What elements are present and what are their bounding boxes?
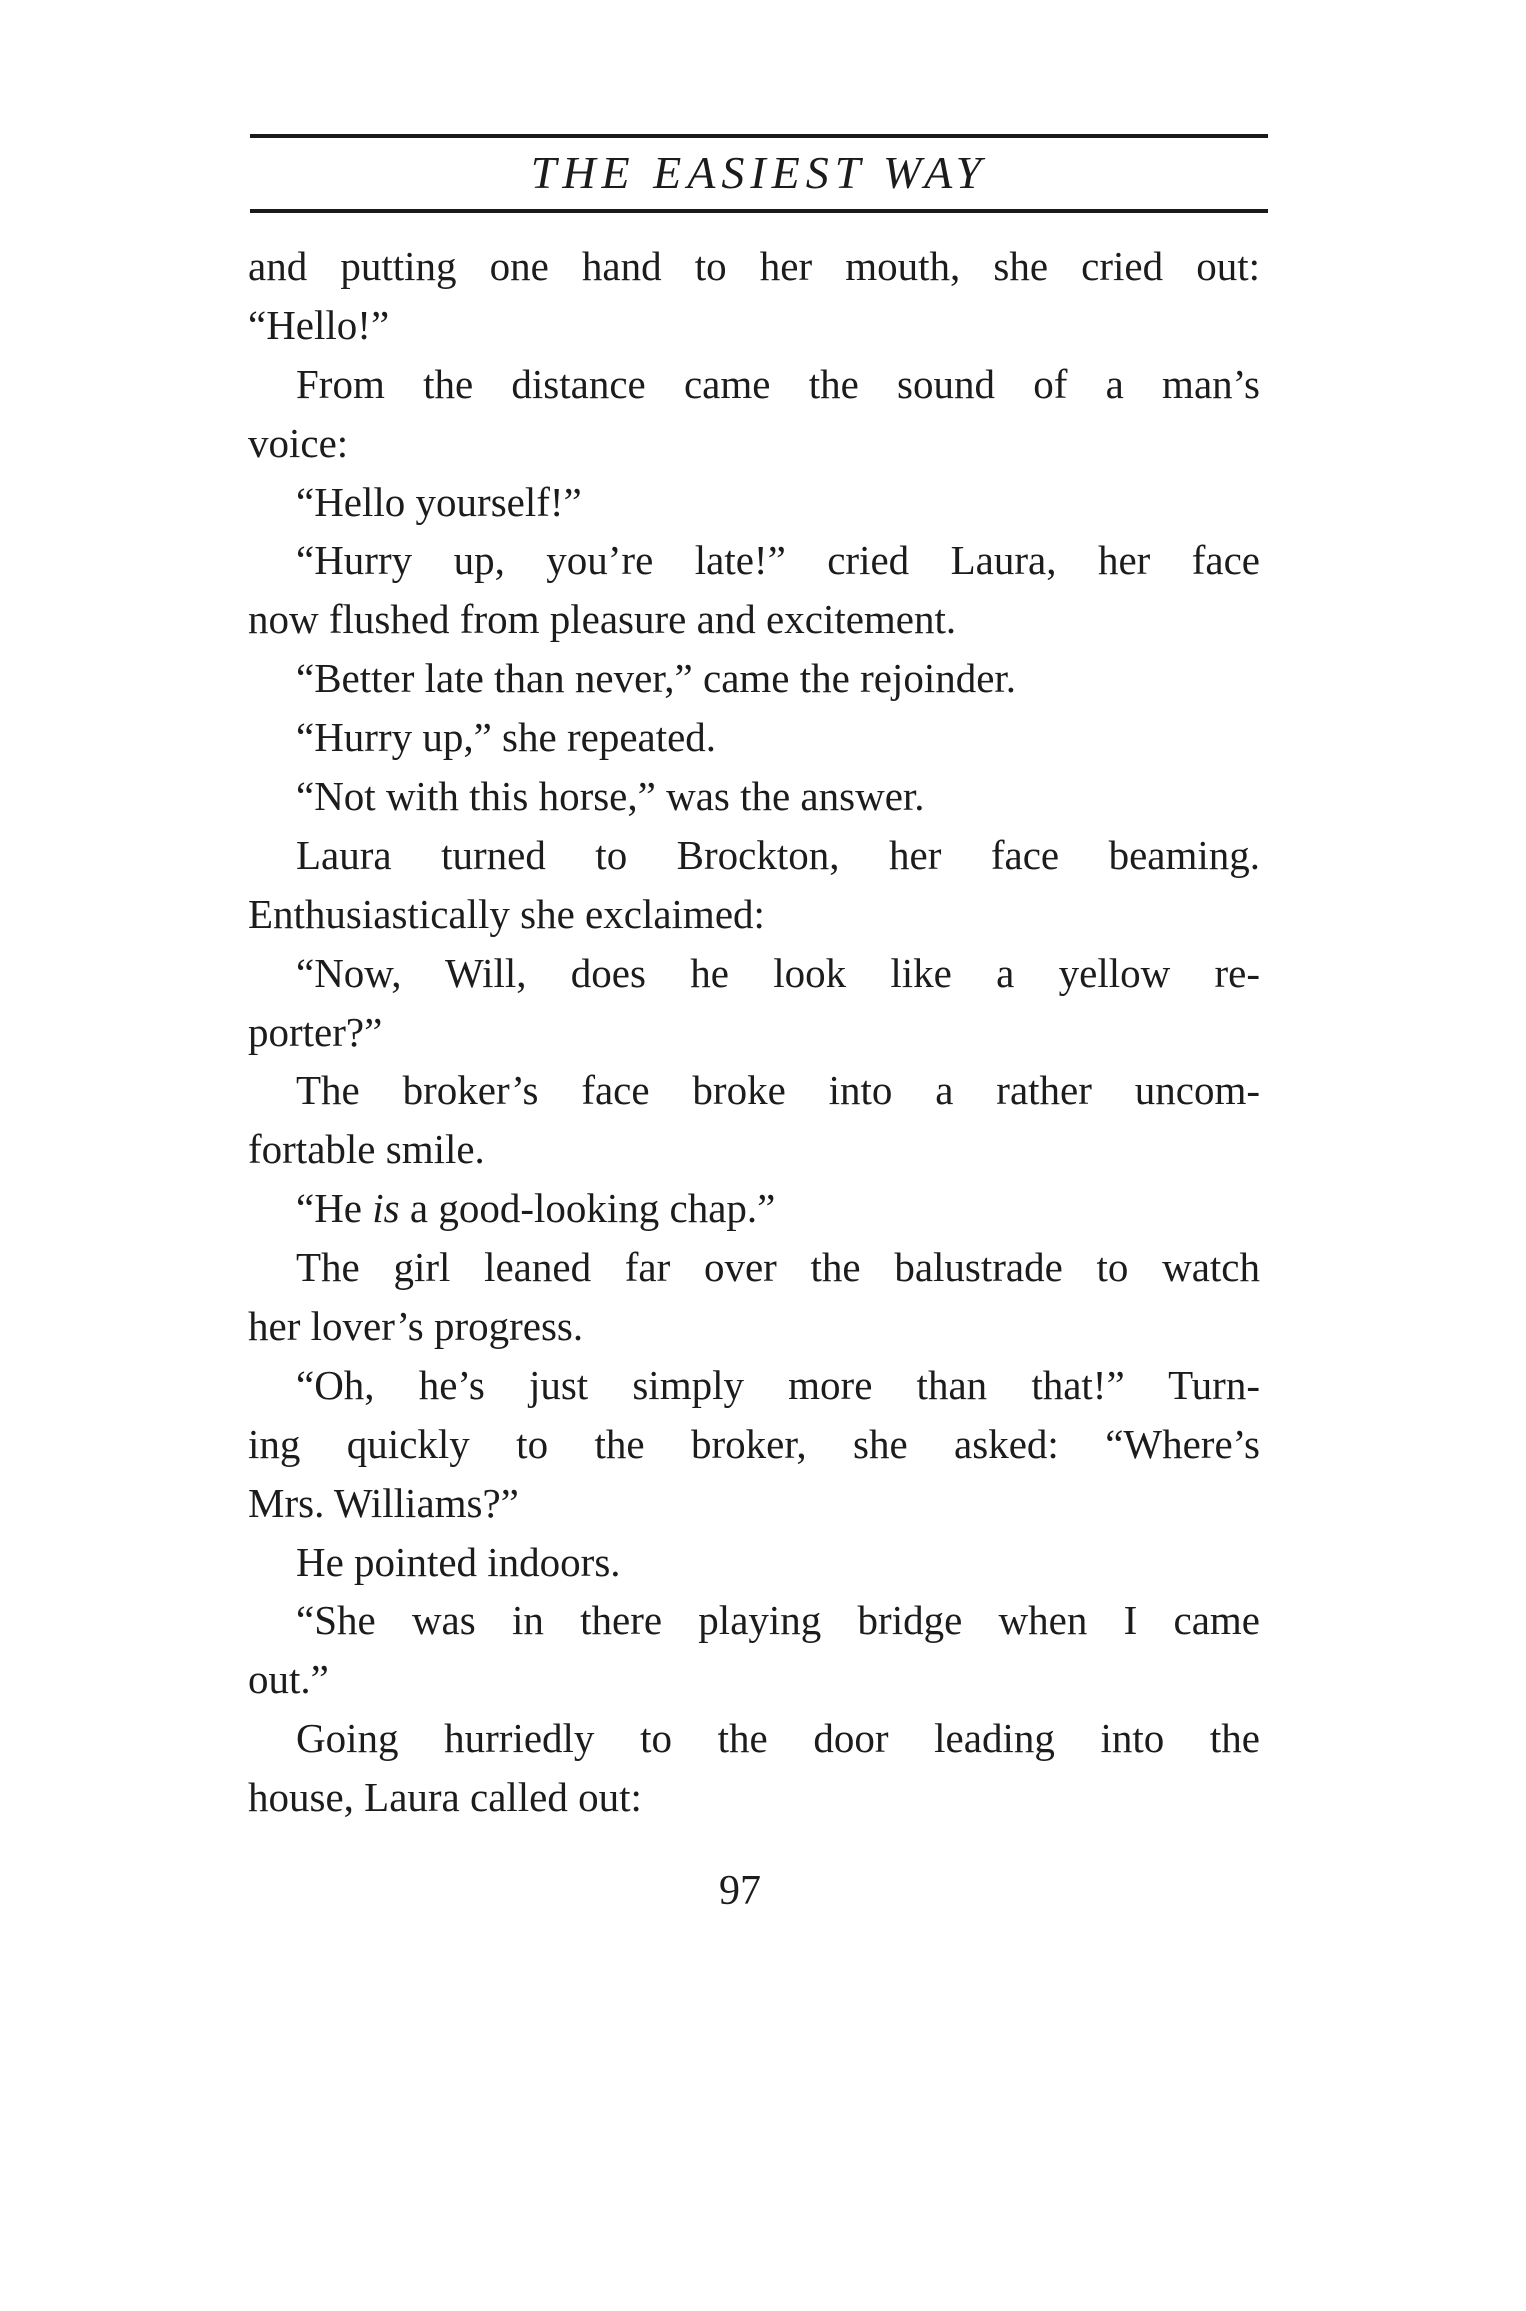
- text-line: “Hurry up,” she repeated.: [296, 714, 717, 761]
- text-line: porter?”: [248, 1008, 383, 1055]
- text-line: voice:: [248, 419, 349, 466]
- text-line: out.”: [248, 1656, 329, 1703]
- text-run: “He: [296, 1185, 373, 1232]
- text-line: now flushed from pleasure and excitement.: [248, 596, 957, 643]
- italic-emphasis: is: [372, 1185, 400, 1232]
- text-line: Enthusiastically she exclaimed:: [248, 890, 765, 937]
- text-line: “Hurry up, you’re late!” cried Laura, her face: [296, 537, 1260, 584]
- text-line: ing quickly to the broker, she asked: “Where’s: [248, 1420, 1260, 1467]
- text-run: a good-looking chap.”: [399, 1185, 776, 1232]
- running-head: THE EASIEST WAY: [530, 147, 988, 198]
- text-line: “Oh, he’s just simply more than that!” Turn-: [296, 1361, 1260, 1408]
- text-line: “Now, Will, does he look like a yellow re-: [296, 949, 1260, 996]
- header-rule-bottom: [250, 209, 1268, 213]
- text-line: house, Laura called out:: [248, 1774, 642, 1821]
- text-line: Laura turned to Brockton, her face beaming.: [296, 831, 1260, 878]
- text-line: “Better late than never,” came the rejoinder.: [296, 655, 1017, 702]
- text-line: “She was in there playing bridge when I came: [296, 1597, 1260, 1644]
- text-line: “Hello yourself!”: [296, 478, 582, 525]
- text-line: He pointed indoors.: [296, 1538, 621, 1585]
- text-line: and putting one hand to her mouth, she cried out:: [248, 243, 1260, 289]
- text-line: “Hello!”: [248, 301, 390, 348]
- text-line: The broker’s face broke into a rather uncom-: [296, 1067, 1260, 1114]
- body-text: [248, 237, 1260, 1827]
- text-line: fortable smile.: [248, 1126, 485, 1173]
- text-line: From the distance came the sound of a man’s: [296, 360, 1260, 407]
- text-line: The girl leaned far over the balustrade to watch: [296, 1244, 1260, 1291]
- page-number: 97: [719, 1868, 761, 1914]
- text-line: “Not with this horse,” was the answer.: [296, 773, 925, 820]
- text-line: [248, 1179, 1260, 1238]
- text-line: Mrs. Williams?”: [248, 1479, 519, 1526]
- text-line: Going hurriedly to the door leading into the: [296, 1715, 1260, 1762]
- text-line: her lover’s progress.: [248, 1303, 584, 1350]
